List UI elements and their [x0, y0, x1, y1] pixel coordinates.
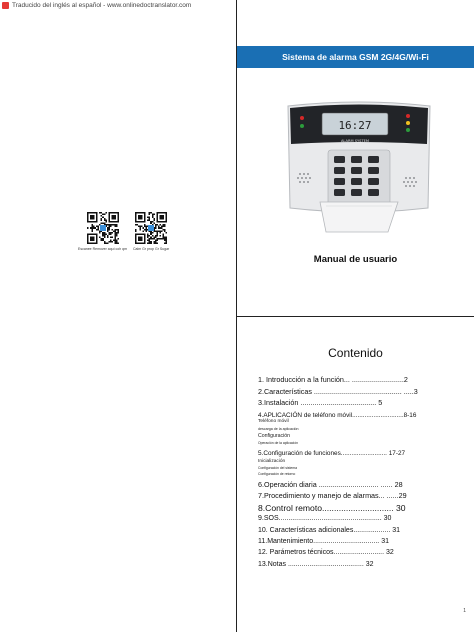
- toc-entry: 8.Control remoto.............................. 30: [258, 503, 406, 514]
- device-label: ALARM SYSTEM: [340, 139, 370, 143]
- translator-banner-text[interactable]: Traducido del inglés al español - www.onlinedoctranslator.com: [12, 1, 192, 9]
- toc-entry: 6.Operación diaria .............................. ...... 28: [258, 480, 403, 490]
- translator-logo-icon: [2, 2, 9, 9]
- toc-entry: 5.Configuración de funciones.......................... 17-27: [258, 450, 406, 458]
- toc-subentry: descarga de la aplicación: [258, 426, 299, 431]
- manual-title: Manual de usuario: [313, 254, 398, 265]
- toc-entry: 1. Introducción a la función... ..........................2: [258, 375, 408, 384]
- toc-subentry: Configuración de retorno: [258, 472, 296, 477]
- contents-title: Contenido: [328, 346, 383, 360]
- page-number: 1: [463, 608, 466, 614]
- translator-banner[interactable]: [0, 0, 242, 10]
- toc-entry: 4.APLICACIÓN de teléfono móvil.............................8-16: [258, 411, 417, 419]
- toc-entry: 9.SOS..................................................... 30: [258, 515, 392, 523]
- toc-entry: 3.Instalación ...................................... 5: [258, 398, 383, 407]
- toc-subentry: Operación de la aplicación: [258, 441, 298, 446]
- qr-caption: Calm Gr prop Gr Sugar: [133, 247, 170, 251]
- qr-code-manual: [133, 212, 169, 251]
- qr-caption: Escanee Remover aquí coh qm: [78, 247, 128, 251]
- toc-subentry: Configuración del sistema: [258, 466, 298, 471]
- toc-entry: 10. Características adicionales................... 31: [258, 526, 401, 534]
- cover-header-title: Sistema de alarma GSM 2G/4G/Wi-Fi: [282, 52, 429, 62]
- toc-entry: 2.Características ............................................ .....3: [258, 386, 418, 396]
- toc-subentry: Teléfono móvil: [258, 419, 289, 425]
- toc-entry: 7.Procedimiento y manejo de alarmas... ......29: [258, 490, 407, 500]
- table-of-contents: [258, 376, 458, 569]
- page-divider-horizontal: [236, 316, 474, 317]
- alarm-panel-image: [280, 96, 438, 234]
- qr-code-icon: [135, 212, 167, 244]
- toc-entry: 12. Parámetros técnicos.......................... 32: [258, 549, 394, 557]
- toc-entry: 13.Notas ....................................... 32: [258, 560, 374, 568]
- qr-code-icon: [87, 212, 119, 244]
- toc-subentry: Configuración: [258, 432, 291, 439]
- qr-code-app-download: [78, 212, 127, 251]
- toc-entry: 11.Mantenimiento.................................. 31: [258, 538, 389, 546]
- svg-text:16:27: 16:27: [338, 119, 372, 132]
- cover-header: [237, 46, 474, 68]
- toc-subentry: Inicialización: [258, 458, 286, 464]
